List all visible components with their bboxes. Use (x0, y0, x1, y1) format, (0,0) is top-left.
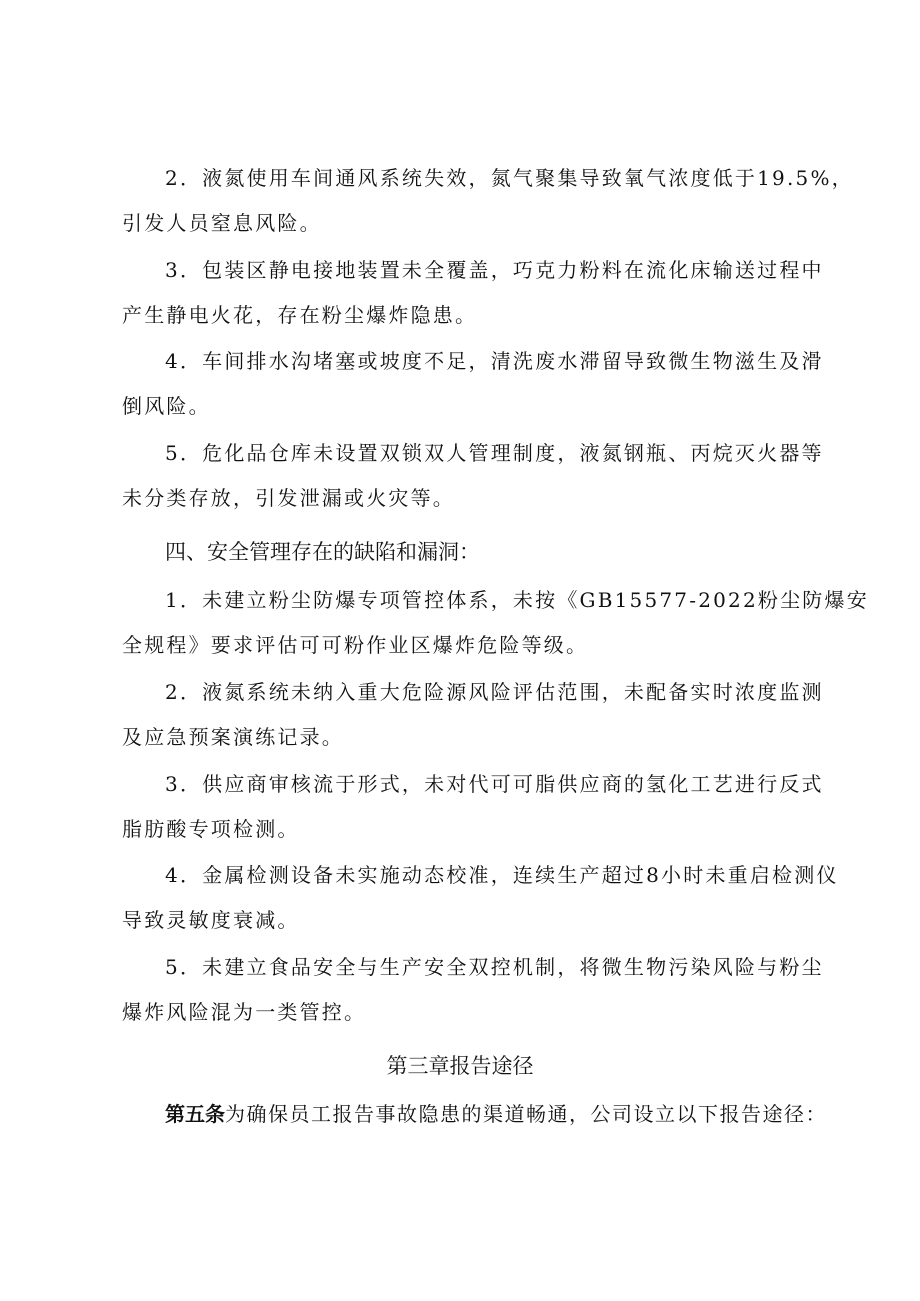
s3-item-3-num: 3 (165, 258, 180, 282)
s4-item-1-line1 (165, 586, 869, 614)
s3-item-5-num: 5 (165, 441, 180, 465)
s3-item-2-line2: 引发人员窒息风险。 (122, 211, 322, 235)
s3-item-5-line2: 未分类存放，引发泄漏或火灾等。 (122, 486, 455, 510)
s4-item-3-line2: 脂肪酸专项检测。 (122, 817, 300, 841)
s3-item-4-line1 (165, 347, 855, 375)
section4-heading: 四、安全管理存在的缺陷和漏洞： (165, 540, 480, 564)
s3-item-5-line1 (165, 439, 855, 467)
s4-item-5-num: 5 (165, 955, 180, 979)
s4-item-2-line1 (165, 678, 855, 706)
s3-item-3-line1 (165, 256, 855, 284)
s4-item-4-num: 4 (165, 863, 180, 887)
s3-item-4-text: ．车间排水沟堵塞或坡度不足，清洗废水滞留导致微生物滋生及滑 (179, 349, 824, 373)
s4-item-4-line2: 导致灵敏度衰减。 (122, 908, 300, 932)
s4-item-3-line1 (165, 770, 855, 798)
s4-item-2-text: ．液氮系统未纳入重大危险源风险评估范围，未配备实时浓度监测 (179, 680, 824, 704)
s4-item-1-num: 1 (165, 588, 180, 612)
chapter-title: 第三章报告途径 (386, 1054, 534, 1078)
article-5-line (165, 1100, 855, 1128)
s4-item-5-line2: 爆炸风险混为一类管控。 (122, 1000, 367, 1024)
s4-item-5-line1 (165, 953, 855, 981)
s3-item-3-text: ．包装区静电接地装置未全覆盖，巧克力粉料在流化床输送过程中 (179, 258, 824, 282)
article-5-label: 第五条 (165, 1102, 225, 1126)
s4-item-3-num: 3 (165, 772, 180, 796)
s4-item-4-text: ．金属检测设备未实施动态校准，连续生产超过8小时未重启检测仪 (179, 863, 839, 887)
s3-item-2-line1 (165, 164, 855, 192)
s4-item-2-num: 2 (165, 680, 180, 704)
article-5-text: 为确保员工报告事故隐患的渠道畅通，公司设立以下报告途径： (225, 1102, 827, 1126)
s4-item-2-line2: 及应急预案演练记录。 (122, 725, 344, 749)
s3-item-2-text: ．液氮使用车间通风系统失效，氮气聚集导致氧气浓度低于19.5%， (179, 166, 854, 190)
s4-item-1-text: ．未建立粉尘防爆专项管控体系，未按《GB15577-2022粉尘防爆安 (179, 588, 869, 612)
s3-item-4-line2: 倒风险。 (122, 394, 211, 418)
s4-item-1-line2: 全规程》要求评估可可粉作业区爆炸危险等级。 (122, 633, 589, 657)
s4-item-5-text: ．未建立食品安全与生产安全双控机制，将微生物污染风险与粉尘 (179, 955, 824, 979)
s4-item-3-text: ．供应商审核流于形式，未对代可可脂供应商的氢化工艺进行反式 (179, 772, 824, 796)
s3-item-3-line2: 产生静电火花，存在粉尘爆炸隐患。 (122, 303, 478, 327)
s3-item-2-num: 2 (165, 166, 180, 190)
s4-item-4-line1 (165, 861, 855, 889)
s3-item-5-text: ．危化品仓库未设置双锁双人管理制度，液氮钢瓶、丙烷灭火器等 (179, 441, 824, 465)
s3-item-4-num: 4 (165, 349, 180, 373)
